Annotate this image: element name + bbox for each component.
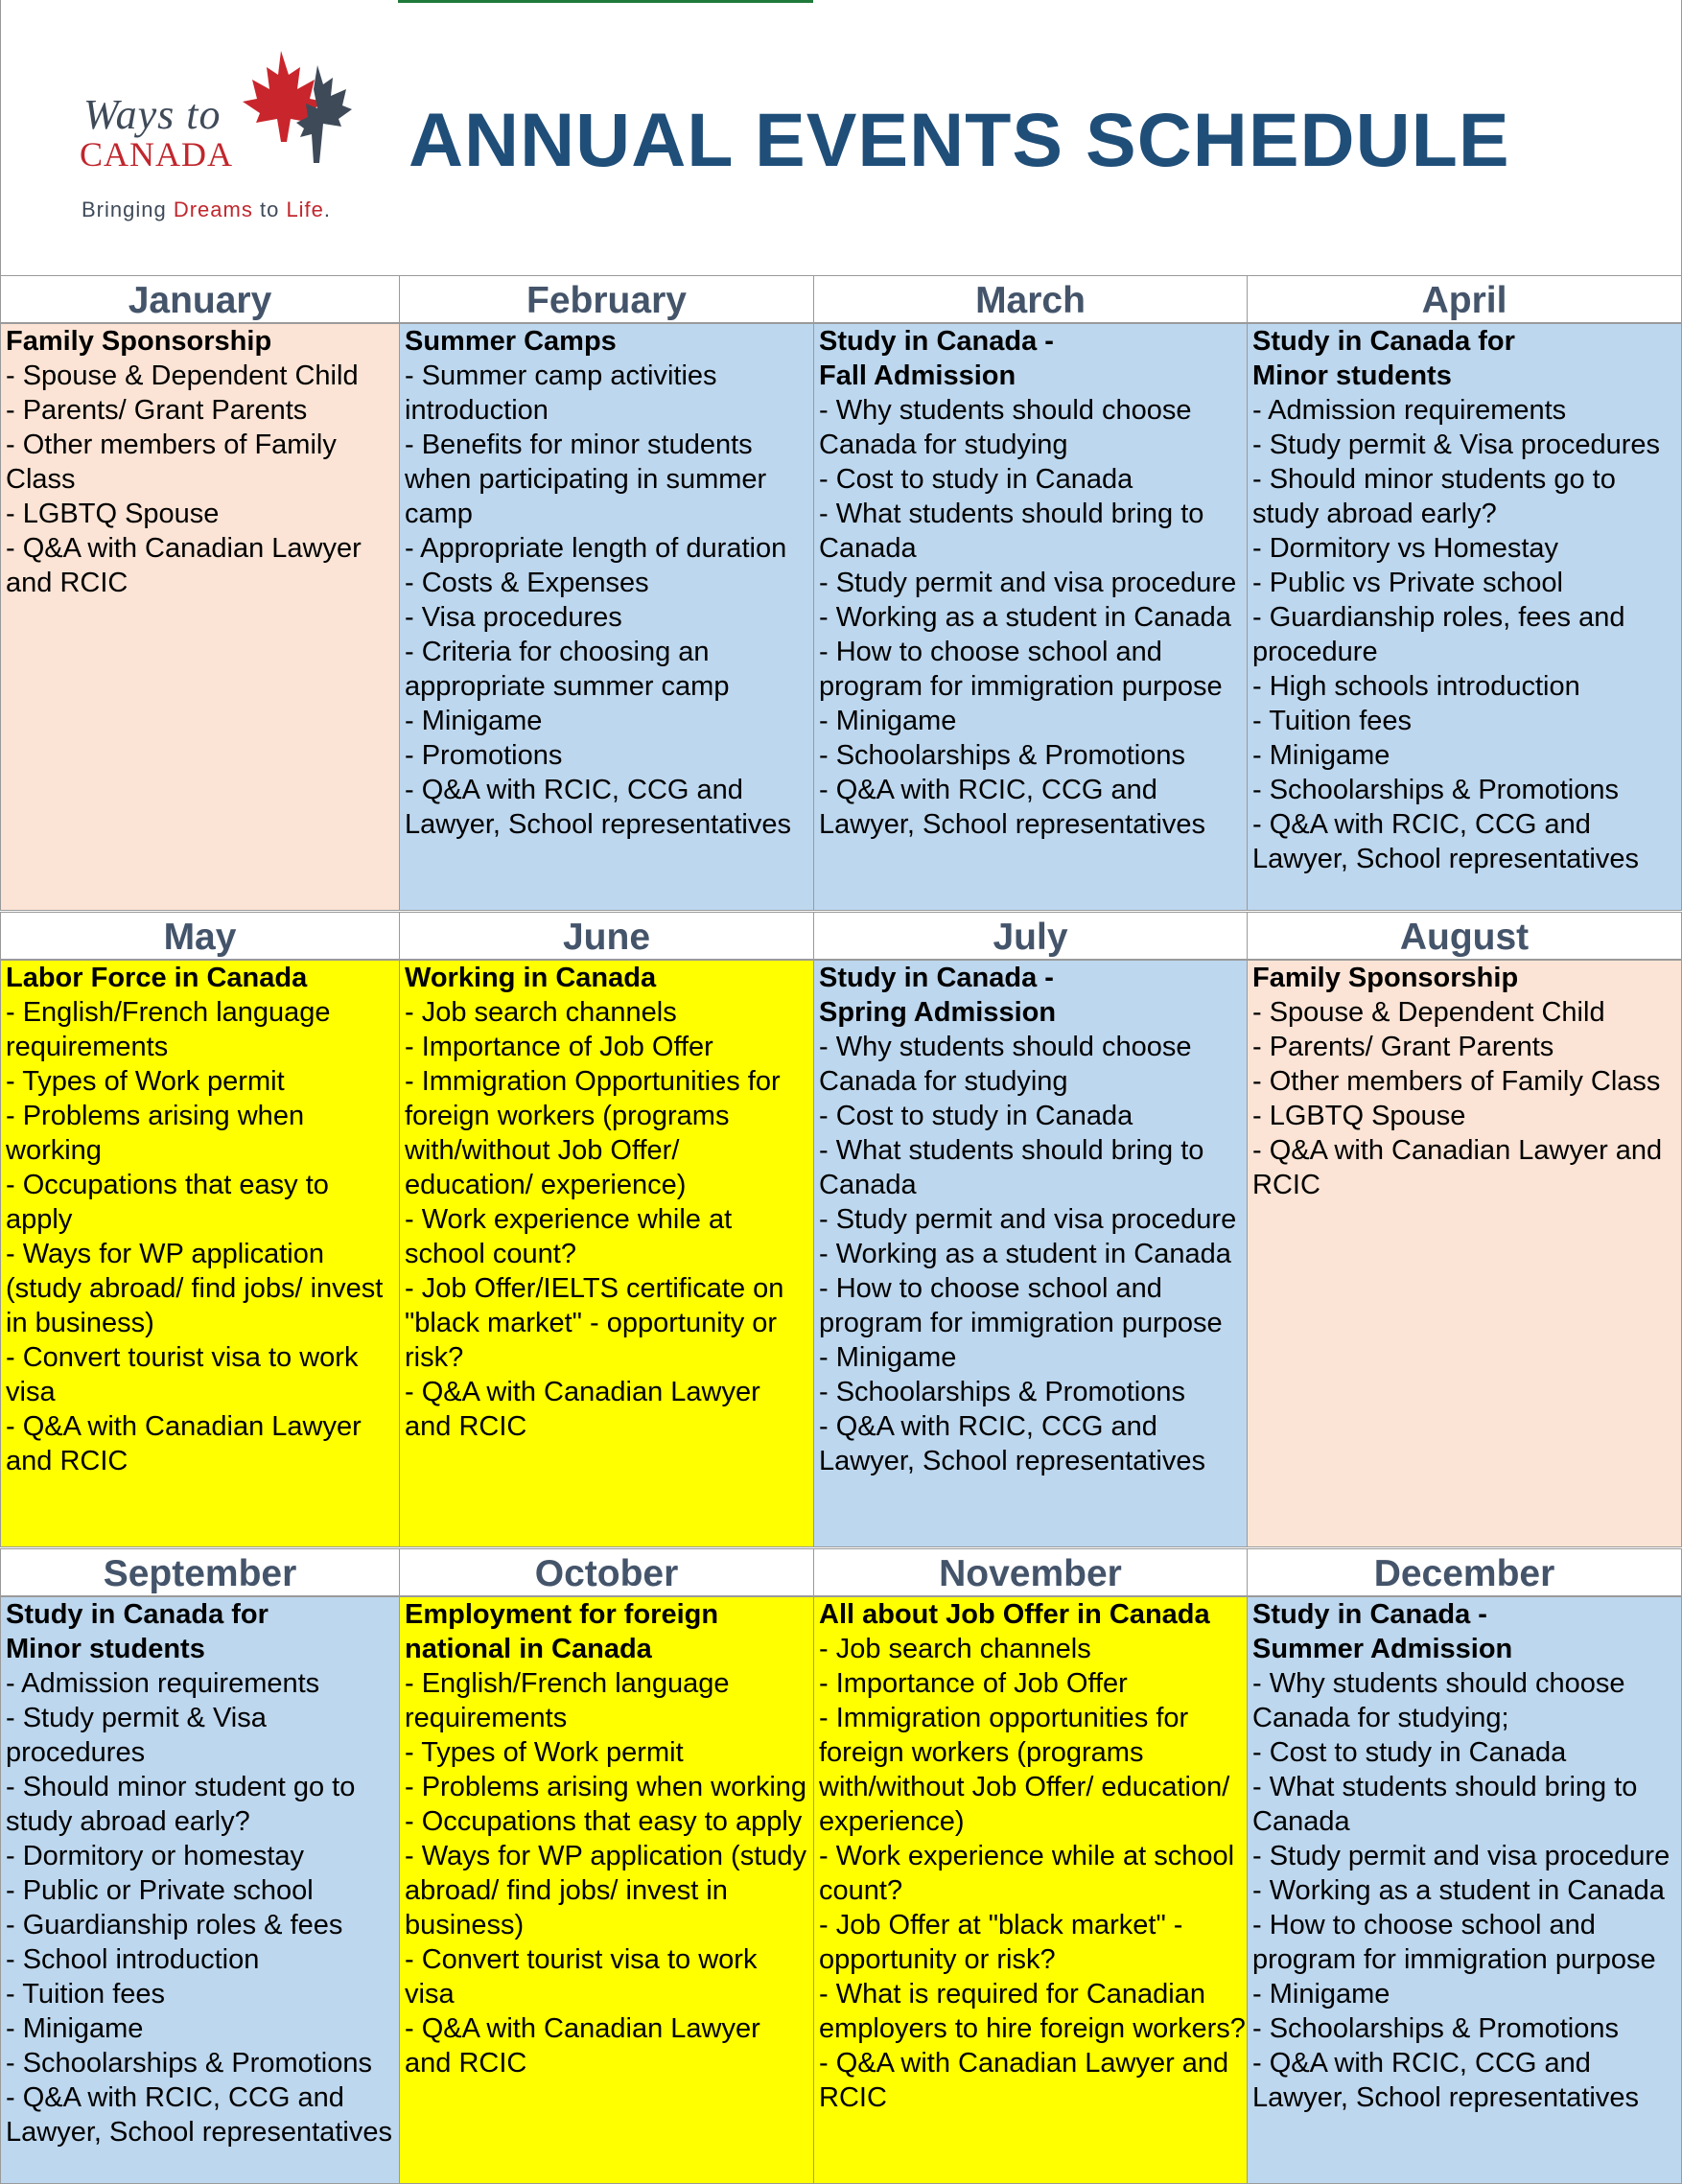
event-topic: - Study permit & Visa procedures [6,1703,267,1768]
event-topic: - Admission requirements [1252,395,1567,426]
event-topic: - Tuition fees [1252,706,1413,736]
event-topic: - Types of Work permit [6,1066,285,1097]
event-topic: - Why students should choose Canada for studying [819,1032,1192,1097]
event-topic: - Occupations that easy to apply [6,1170,329,1235]
event-topic: - Benefits for minor students when participating in summer camp [405,430,767,529]
event-topic: - Cost to study in Canada [1252,1737,1567,1768]
event-topic: - Dormitory vs Homestay [1252,533,1559,564]
logo-tagline: Bringing Dreams to Life. [82,197,332,221]
event-topic: - Minigame [6,2013,144,2044]
event-topic: - English/French language requirements [405,1668,730,1733]
event-topic: - Job Offer/IELTS certificate on "black market" - opportunity or risk? [405,1273,784,1373]
event-title: All about Job Offer in Canada [819,1599,1210,1630]
logo-text-ways-to: Ways to [83,91,222,138]
event-title: Labor Force in Canada [6,963,308,993]
event-topic: - Tuition fees [6,1979,166,2010]
event-topic: - Q&A with Canadian Lawyer and RCIC [405,1377,760,1442]
event-topic: - Summer camp activities introduction [405,360,717,426]
event-topic: - Public or Private school [6,1875,314,1906]
event-title: Study in Canada for Minor students [1252,326,1515,391]
event-topic: - Minigame [1252,740,1390,771]
event-topic: - High schools introduction [1252,671,1580,702]
event-title: Family Sponsorship [1252,963,1519,993]
event-topic: - Minigame [405,706,543,736]
event-topic: - Parents/ Grant Parents [1252,1032,1554,1062]
month-cell-june[interactable] [399,960,814,1547]
event-topic: - Spouse & Dependent Child [1252,997,1605,1028]
event-topic: - Public vs Private school [1252,568,1563,598]
month-cell-september[interactable] [0,1596,400,2184]
event-topic: - Occupations that easy to apply [405,1806,803,1837]
event-topic: - Minigame [1252,1979,1390,2010]
event-topic: - LGBTQ Spouse [1252,1101,1466,1131]
event-topic: - Other members of Family Class [6,430,337,495]
month-header-march[interactable]: March [813,275,1248,323]
event-topic: - Guardianship roles, fees and procedure [1252,602,1625,667]
month-header-july[interactable]: July [813,912,1248,960]
event-topic: - Spouse & Dependent Child [6,360,359,391]
event-topic: - Should minor student go to study abroad early? [6,1772,356,1837]
event-topic: - Immigration Opportunities for foreign workers (programs with/without Job Offer/ education/ experience) [405,1066,781,1200]
logo-text-canada: CANADA [80,135,234,174]
event-topic: - Why students should choose Canada for studying [819,395,1192,460]
month-header-august[interactable]: August [1247,912,1682,960]
event-title: Study in Canada - Fall Admission [819,326,1054,391]
event-topic: - Study permit and visa procedure [819,1204,1237,1235]
event-topic: - Study permit & Visa procedures [1252,430,1660,460]
event-topic: - Working as a student in Canada [1252,1875,1665,1906]
event-topic: - Parents/ Grant Parents [6,395,308,426]
month-cell-may[interactable] [0,960,400,1547]
event-topic: - Cost to study in Canada [819,464,1133,495]
month-cell-july[interactable] [813,960,1248,1547]
event-topic: - Q&A with RCIC, CCG and Lawyer, School representatives [1252,2048,1639,2113]
event-topic: - English/French language requirements [6,997,331,1062]
event-topic: - Visa procedures [405,602,622,633]
event-topic: - Working as a student in Canada [819,1239,1231,1269]
event-topic: - Types of Work permit [405,1737,684,1768]
event-topic: - What students should bring to Canada [819,1135,1204,1200]
event-topic: - Q&A with RCIC, CCG and Lawyer, School representatives [819,775,1205,840]
event-topic: - Other members of Family Class [1252,1066,1661,1097]
month-cell-october[interactable] [399,1596,814,2184]
month-header-september[interactable]: September [0,1548,400,1596]
event-topic: - Study permit and visa procedure [819,568,1237,598]
event-title: Study in Canada for Minor students [6,1599,269,1664]
event-topic: - Schoolarships & Promotions [1252,775,1619,805]
event-topic: - Work experience while at school count? [819,1841,1235,1906]
event-topic: - Q&A with Canadian Lawyer and RCIC [405,2013,760,2079]
event-topic: - Working as a student in Canada [819,602,1231,633]
event-title: Study in Canada - Summer Admission [1252,1599,1513,1664]
month-cell-february[interactable] [399,323,814,911]
event-topic: - Costs & Expenses [405,568,649,598]
event-topic: - Guardianship roles & fees [6,1910,343,1940]
event-topic: - Problems arising when working [6,1101,305,1166]
event-topic: - Convert tourist visa to work visa [6,1342,359,1407]
event-title: Family Sponsorship [6,326,272,357]
month-header-june[interactable]: June [399,912,814,960]
event-topic: - Promotions [405,740,563,771]
month-header-october[interactable]: October [399,1548,814,1596]
event-title: Study in Canada - Spring Admission [819,963,1057,1028]
event-topic: - Schoolarships & Promotions [1252,2013,1619,2044]
event-topic: - Should minor students go to study abroad early? [1252,464,1616,529]
event-topic: - Schoolarships & Promotions [6,2048,372,2079]
event-topic: - Why students should choose Canada for studying; [1252,1668,1625,1733]
event-topic: - Importance of Job Offer [819,1668,1128,1699]
month-header-january[interactable]: January [0,275,400,323]
month-cell-august[interactable] [1247,960,1682,1547]
event-topic: - Immigration opportunities for foreign workers (programs with/without Job Offer/ education/ experience) [819,1703,1230,1837]
month-cell-november[interactable] [813,1596,1248,2184]
event-topic: - Q&A with RCIC, CCG and Lawyer, School representatives [6,2082,392,2148]
month-cell-april[interactable] [1247,323,1682,911]
event-topic: - Dormitory or homestay [6,1841,305,1871]
page-title: ANNUAL EVENTS SCHEDULE [409,97,1510,182]
month-cell-march[interactable] [813,323,1248,911]
event-topic: - Criteria for choosing an appropriate summer camp [405,637,730,702]
event-topic: - Q&A with Canadian Lawyer and RCIC [6,1411,362,1476]
event-topic: - Problems arising when working [405,1772,807,1802]
event-topic: - Importance of Job Offer [405,1032,713,1062]
event-topic: - Convert tourist visa to work visa [405,1944,758,2010]
event-topic: - Work experience while at school count? [405,1204,733,1269]
month-header-april[interactable]: April [1247,275,1682,323]
event-topic: - Job search channels [819,1634,1091,1664]
maple-leaf-icon [223,46,353,171]
month-header-december[interactable]: December [1247,1548,1682,1596]
event-title: Working in Canada [405,963,657,993]
month-header-february[interactable]: February [399,275,814,323]
event-topic: - Minigame [819,1342,957,1373]
event-topic: - How to choose school and program for immigration purpose [1252,1910,1656,1975]
event-topic: - Q&A with RCIC, CCG and Lawyer, School representatives [819,1411,1205,1476]
month-header-november[interactable]: November [813,1548,1248,1596]
event-topic: - Job search channels [405,997,677,1028]
event-topic: - LGBTQ Spouse [6,499,220,529]
month-cell-january[interactable] [0,323,400,911]
event-topic: - How to choose school and program for immigration purpose [819,637,1223,702]
event-topic: - Q&A with Canadian Lawyer and RCIC [6,533,362,598]
event-topic: - Admission requirements [6,1668,320,1699]
event-topic: - Q&A with Canadian Lawyer and RCIC [819,2048,1229,2113]
event-topic: - School introduction [6,1944,260,1975]
event-topic: - How to choose school and program for immigration purpose [819,1273,1223,1338]
event-topic: - What students should bring to Canada [1252,1772,1638,1837]
event-topic: - Q&A with Canadian Lawyer and RCIC [1252,1135,1663,1200]
event-topic: - Schoolarships & Promotions [819,740,1185,771]
event-topic: - Q&A with RCIC, CCG and Lawyer, School representatives [405,775,791,840]
header [0,0,1682,275]
event-topic: - Schoolarships & Promotions [819,1377,1185,1407]
event-topic: - Study permit and visa procedure [1252,1841,1670,1871]
event-topic: - What students should bring to Canada [819,499,1204,564]
event-topic: - Ways for WP application (study abroad/ find jobs/ invest in business) [6,1239,384,1338]
event-topic: - Q&A with RCIC, CCG and Lawyer, School representatives [1252,809,1639,874]
event-topic: - Minigame [819,706,957,736]
event-topic: - Cost to study in Canada [819,1101,1133,1131]
event-topic: - Job Offer at "black market" - opportunity or risk? [819,1910,1183,1975]
month-cell-december[interactable] [1247,1596,1682,2184]
event-title: Summer Camps [405,326,617,357]
month-header-may[interactable]: May [0,912,400,960]
event-title: Employment for foreign national in Canada [405,1599,719,1664]
event-topic: - What is required for Canadian employers to hire foreign workers? [819,1979,1246,2044]
event-topic: - Appropriate length of duration [405,533,787,564]
ways-to-canada-logo [70,46,358,238]
event-topic: - Ways for WP application (study abroad/ find jobs/ invest in business) [405,1841,807,1940]
